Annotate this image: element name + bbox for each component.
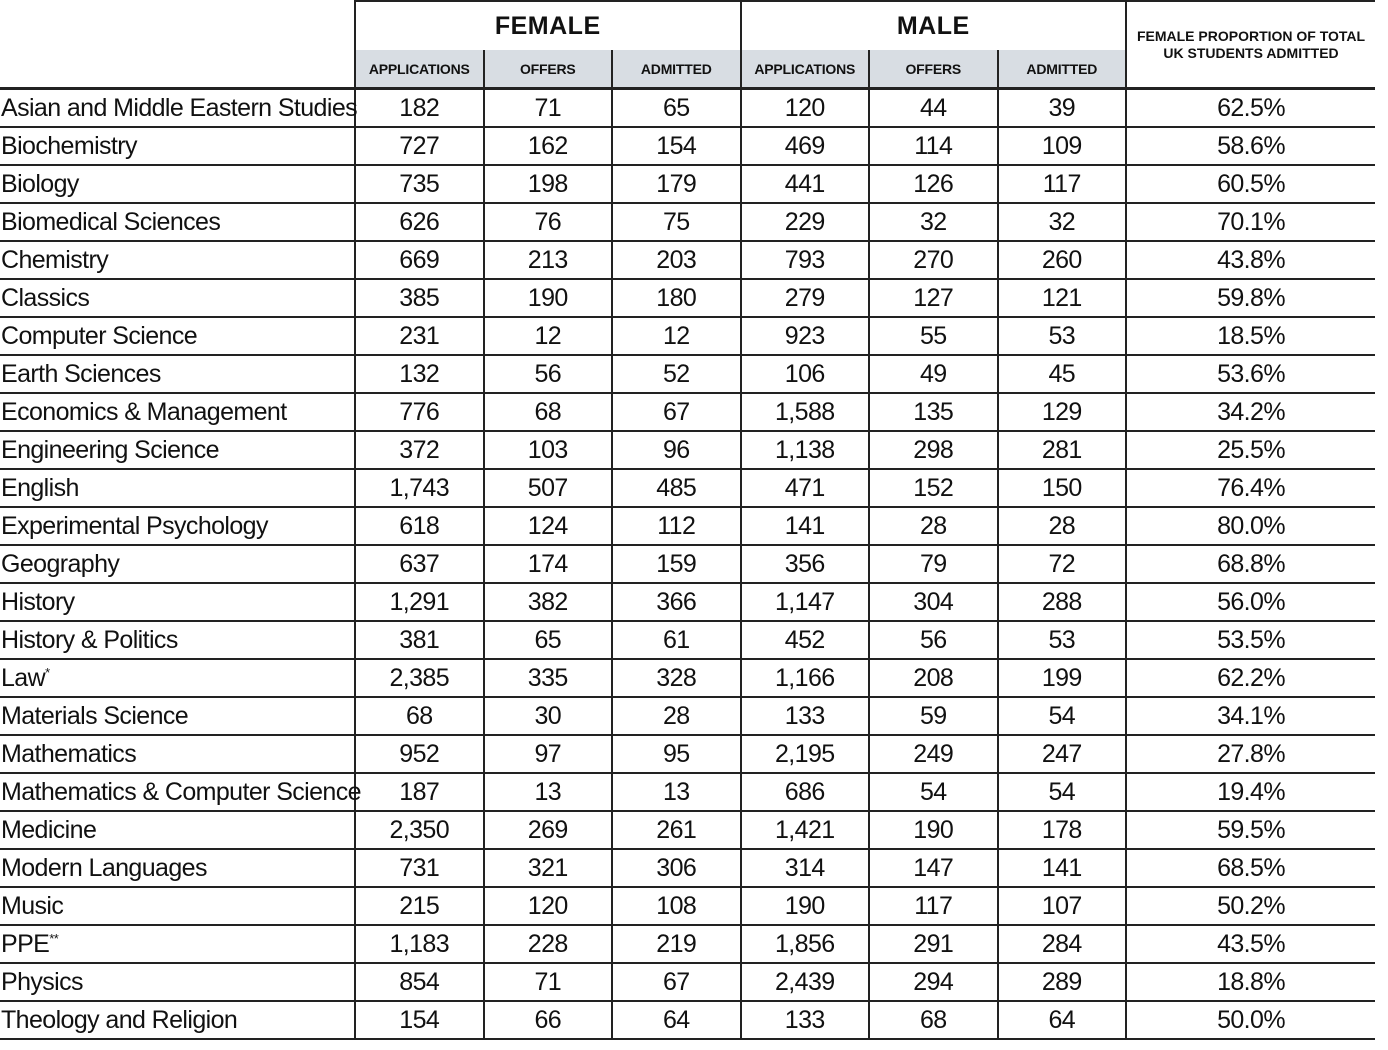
female-admitted-cell: 159 [612,545,741,583]
male-offers-cell: 56 [869,621,998,659]
table-row [0,697,1375,735]
male-offers-cell: 126 [869,165,998,203]
table-row [0,963,1375,1001]
male-offers-cell: 135 [869,393,998,431]
male-applications-cell: 279 [741,279,870,317]
male-applications-cell: 793 [741,241,870,279]
female-proportion-cell: 76.4% [1126,469,1375,507]
female-proportion-cell: 25.5% [1126,431,1375,469]
table-row [0,89,1375,128]
male-admitted-cell: 281 [998,431,1127,469]
female-applications-cell: 952 [355,735,484,773]
female-applications-cell: 669 [355,241,484,279]
male-offers-cell: 54 [869,773,998,811]
subject-name: Engineering Science [1,435,219,464]
male-offers-cell: 298 [869,431,998,469]
female-applications-cell: 68 [355,697,484,735]
male-applications-cell: 1,588 [741,393,870,431]
subject-name: Theology and Religion [1,1005,238,1034]
subject-name: Computer Science [1,321,198,350]
female-admitted-cell: 112 [612,507,741,545]
female-applications-cell: 776 [355,393,484,431]
female-offers-cell: 68 [484,393,613,431]
table-row [0,203,1375,241]
male-applications-cell: 1,166 [741,659,870,697]
male-admitted-cell: 32 [998,203,1127,241]
male-applications-cell: 1,421 [741,811,870,849]
male-admitted-cell: 284 [998,925,1127,963]
subject-cell [0,621,355,659]
subject-name: Experimental Psychology [1,511,268,540]
female-admitted-cell: 366 [612,583,741,621]
male-offers-cell: 44 [869,89,998,128]
female-applications-cell: 154 [355,1001,484,1039]
male-offers-cell: 117 [869,887,998,925]
female-applications-cell: 132 [355,355,484,393]
female-proportion-cell: 53.5% [1126,621,1375,659]
male-group-header: MALE [741,1,1127,50]
female-offers-cell: 13 [484,773,613,811]
female-admitted-cell: 180 [612,279,741,317]
female-offers-cell: 30 [484,697,613,735]
female-proportion-cell: 68.5% [1126,849,1375,887]
subject-name: Music [1,891,64,920]
female-offers-cell: 66 [484,1001,613,1039]
female-applications-cell: 735 [355,165,484,203]
male-offers-cell: 79 [869,545,998,583]
female-applications-cell: 637 [355,545,484,583]
table-row [0,241,1375,279]
male-applications-cell: 452 [741,621,870,659]
subject-name: Classics [1,283,90,312]
table-row [0,355,1375,393]
table-row [0,735,1375,773]
subject-cell [0,887,355,925]
subject-cell [0,773,361,811]
subject-cell [0,89,358,128]
female-admitted-cell: 261 [612,811,741,849]
female-proportion-cell: 43.8% [1126,241,1375,279]
subject-name: English [1,473,79,502]
female-proportion-cell: 68.8% [1126,545,1375,583]
table-row [0,127,1375,165]
male-offers-cell: 55 [869,317,998,355]
female-offers-cell: 76 [484,203,613,241]
male-applications-cell: 1,138 [741,431,870,469]
female-admitted-cell: 65 [612,89,741,128]
male-applications-cell: 1,856 [741,925,870,963]
female-offers-cell: 198 [484,165,613,203]
male-admitted-cell: 141 [998,849,1127,887]
male-admitted-cell: 117 [998,165,1127,203]
subject-name: Medicine [1,815,97,844]
female-proportion-cell: 62.5% [1126,89,1375,128]
male-admitted-cell: 121 [998,279,1127,317]
proportion-header-line1: FEMALE PROPORTION OF TOTAL [1136,27,1366,44]
female-applications-cell: 1,183 [355,925,484,963]
female-applications-cell: 626 [355,203,484,241]
male-admitted-cell: 199 [998,659,1127,697]
subject-cell [0,203,355,241]
female-admitted-cell: 306 [612,849,741,887]
subject-cell [0,963,355,1001]
subject-name: Materials Science [1,701,189,730]
subject-name: Economics & Management [1,397,287,426]
male-offers-cell: 190 [869,811,998,849]
male-applications-cell: 2,195 [741,735,870,773]
female-applications-cell: 727 [355,127,484,165]
female-offers-cell: 71 [484,963,613,1001]
female-applications-cell: 731 [355,849,484,887]
subject-cell [0,355,355,393]
female-admitted-cell: 179 [612,165,741,203]
female-proportion-cell: 58.6% [1126,127,1375,165]
male-offers-cell: 249 [869,735,998,773]
subject-name: Earth Sciences [1,359,161,388]
male-admitted-cell: 107 [998,887,1127,925]
female-offers-cell: 120 [484,887,613,925]
male-offers-cell: 270 [869,241,998,279]
female-applications-cell: 187 [355,773,484,811]
female-admitted-cell: 64 [612,1001,741,1039]
female-applications-cell: 215 [355,887,484,925]
subject-name: PPE [1,929,50,958]
subject-cell [0,279,355,317]
proportion-header-line2: UK STUDENTS ADMITTED [1163,44,1339,61]
female-admitted-cell: 95 [612,735,741,773]
female-offers-cell: 507 [484,469,613,507]
male-offers-cell: 208 [869,659,998,697]
male-applications-cell: 1,147 [741,583,870,621]
female-proportion-cell: 18.8% [1126,963,1375,1001]
male-applications-cell: 190 [741,887,870,925]
female-proportion-cell: 34.2% [1126,393,1375,431]
subject-name: Mathematics & Computer Science [1,777,361,806]
subject-name: History [1,587,75,616]
subject-cell [0,127,355,165]
footnote-mark: * [45,664,50,680]
subject-name: Mathematics [1,739,137,768]
male-offers-cell: 59 [869,697,998,735]
female-proportion-cell: 59.5% [1126,811,1375,849]
table-row [0,545,1375,583]
subject-name: Law [1,663,46,692]
subject-cell [0,469,355,507]
subject-cell [0,1001,355,1039]
female-admitted-cell: 485 [612,469,741,507]
female-applications-cell: 385 [355,279,484,317]
subject-name: Biomedical Sciences [1,207,221,236]
male-applications-cell: 314 [741,849,870,887]
table-row [0,393,1375,431]
male-offers-cell: 127 [869,279,998,317]
male-applications-cell: 133 [741,697,870,735]
male-admitted-cell: 39 [998,89,1127,128]
female-proportion-cell: 50.2% [1126,887,1375,925]
female-proportion-cell: 34.1% [1126,697,1375,735]
subject-name: Chemistry [1,245,109,274]
male-applications-cell: 133 [741,1001,870,1039]
male-admitted-cell: 150 [998,469,1127,507]
female-offers-cell: 213 [484,241,613,279]
male-offers-cell: 49 [869,355,998,393]
female-offers-cell: 56 [484,355,613,393]
table-body [0,89,1375,1040]
male-offers-cell: 32 [869,203,998,241]
female-admitted-cell: 108 [612,887,741,925]
female-offers-cell: 269 [484,811,613,849]
subject-cell [0,659,355,697]
male-offers-header: OFFERS [869,50,998,89]
female-proportion-cell: 56.0% [1126,583,1375,621]
subject-name: Modern Languages [1,853,207,882]
female-proportion-header [1126,1,1375,89]
female-proportion-cell: 70.1% [1126,203,1375,241]
female-applications-cell: 1,291 [355,583,484,621]
female-applications-cell: 2,350 [355,811,484,849]
subject-cell [0,925,355,963]
footnote-mark: ** [49,930,59,946]
male-applications-cell: 120 [741,89,870,128]
female-admitted-cell: 219 [612,925,741,963]
table-row [0,887,1375,925]
female-offers-cell: 97 [484,735,613,773]
table-row [0,811,1375,849]
female-applications-cell: 854 [355,963,484,1001]
male-admitted-cell: 53 [998,317,1127,355]
male-admitted-cell: 64 [998,1001,1127,1039]
female-admitted-cell: 52 [612,355,741,393]
female-offers-header: OFFERS [484,50,613,89]
male-applications-header: APPLICATIONS [741,50,870,89]
subject-name: Biochemistry [1,131,137,160]
female-group-header: FEMALE [355,1,741,50]
male-admitted-cell: 72 [998,545,1127,583]
subject-cell [0,849,355,887]
female-offers-cell: 162 [484,127,613,165]
table-row [0,659,1375,697]
table-row [0,621,1375,659]
table-row [0,165,1375,203]
female-admitted-cell: 96 [612,431,741,469]
female-offers-cell: 321 [484,849,613,887]
male-admitted-cell: 289 [998,963,1127,1001]
male-offers-cell: 294 [869,963,998,1001]
male-admitted-cell: 260 [998,241,1127,279]
male-offers-cell: 114 [869,127,998,165]
table-row [0,431,1375,469]
male-applications-cell: 441 [741,165,870,203]
table-row [0,507,1375,545]
male-applications-cell: 2,439 [741,963,870,1001]
subject-cell [0,241,355,279]
subject-name: Physics [1,967,83,996]
male-admitted-cell: 53 [998,621,1127,659]
female-proportion-cell: 50.0% [1126,1001,1375,1039]
subject-cell [0,393,355,431]
female-applications-cell: 1,743 [355,469,484,507]
female-applications-cell: 182 [355,89,484,128]
table-row [0,925,1375,963]
female-admitted-cell: 67 [612,963,741,1001]
female-admitted-cell: 28 [612,697,741,735]
female-offers-cell: 71 [484,89,613,128]
female-applications-cell: 372 [355,431,484,469]
table-row [0,1001,1375,1039]
male-admitted-cell: 247 [998,735,1127,773]
male-offers-cell: 304 [869,583,998,621]
subject-cell [0,811,355,849]
male-offers-cell: 28 [869,507,998,545]
subject-cell [0,583,355,621]
subject-cell [0,165,355,203]
female-proportion-cell: 18.5% [1126,317,1375,355]
male-offers-cell: 291 [869,925,998,963]
subject-cell [0,317,355,355]
table-row [0,469,1375,507]
subject-name: Geography [1,549,120,578]
female-offers-cell: 12 [484,317,613,355]
female-admitted-cell: 13 [612,773,741,811]
male-applications-cell: 923 [741,317,870,355]
subject-name: History & Politics [1,625,178,654]
female-proportion-cell: 59.8% [1126,279,1375,317]
female-admitted-header: ADMITTED [612,50,741,89]
male-offers-cell: 68 [869,1001,998,1039]
male-admitted-cell: 45 [998,355,1127,393]
male-applications-cell: 106 [741,355,870,393]
female-proportion-cell: 19.4% [1126,773,1375,811]
subject-name: Biology [1,169,79,198]
table-row [0,849,1375,887]
female-offers-cell: 65 [484,621,613,659]
male-admitted-cell: 28 [998,507,1127,545]
female-offers-cell: 382 [484,583,613,621]
male-admitted-cell: 178 [998,811,1127,849]
female-offers-cell: 335 [484,659,613,697]
female-proportion-cell: 62.2% [1126,659,1375,697]
table-header [0,1,1375,89]
subject-cell [0,735,355,773]
female-admitted-cell: 67 [612,393,741,431]
female-offers-cell: 124 [484,507,613,545]
male-applications-cell: 686 [741,773,870,811]
female-applications-cell: 618 [355,507,484,545]
male-admitted-cell: 288 [998,583,1127,621]
female-admitted-cell: 61 [612,621,741,659]
subject-cell [0,545,355,583]
female-admitted-cell: 154 [612,127,741,165]
subject-header-blank [0,1,355,89]
female-offers-cell: 190 [484,279,613,317]
female-proportion-cell: 60.5% [1126,165,1375,203]
female-admitted-cell: 328 [612,659,741,697]
male-admitted-cell: 54 [998,773,1127,811]
male-applications-cell: 229 [741,203,870,241]
female-proportion-cell: 43.5% [1126,925,1375,963]
male-admitted-header: ADMITTED [998,50,1127,89]
male-admitted-cell: 109 [998,127,1127,165]
female-proportion-cell: 27.8% [1126,735,1375,773]
female-proportion-cell: 80.0% [1126,507,1375,545]
table-row [0,279,1375,317]
male-applications-cell: 471 [741,469,870,507]
female-proportion-cell: 53.6% [1126,355,1375,393]
female-applications-cell: 381 [355,621,484,659]
male-applications-cell: 356 [741,545,870,583]
subject-cell [0,507,355,545]
female-applications-cell: 231 [355,317,484,355]
male-admitted-cell: 129 [998,393,1127,431]
subject-name: Asian and Middle Eastern Studies [1,93,358,122]
female-offers-cell: 103 [484,431,613,469]
table-row [0,583,1375,621]
male-admitted-cell: 54 [998,697,1127,735]
male-offers-cell: 147 [869,849,998,887]
female-applications-header: APPLICATIONS [355,50,484,89]
male-applications-cell: 141 [741,507,870,545]
table-row [0,773,1375,811]
female-admitted-cell: 75 [612,203,741,241]
subject-cell [0,697,355,735]
table-row [0,317,1375,355]
female-offers-cell: 228 [484,925,613,963]
female-admitted-cell: 12 [612,317,741,355]
female-applications-cell: 2,385 [355,659,484,697]
male-offers-cell: 152 [869,469,998,507]
female-admitted-cell: 203 [612,241,741,279]
male-applications-cell: 469 [741,127,870,165]
subject-cell [0,431,355,469]
female-offers-cell: 174 [484,545,613,583]
